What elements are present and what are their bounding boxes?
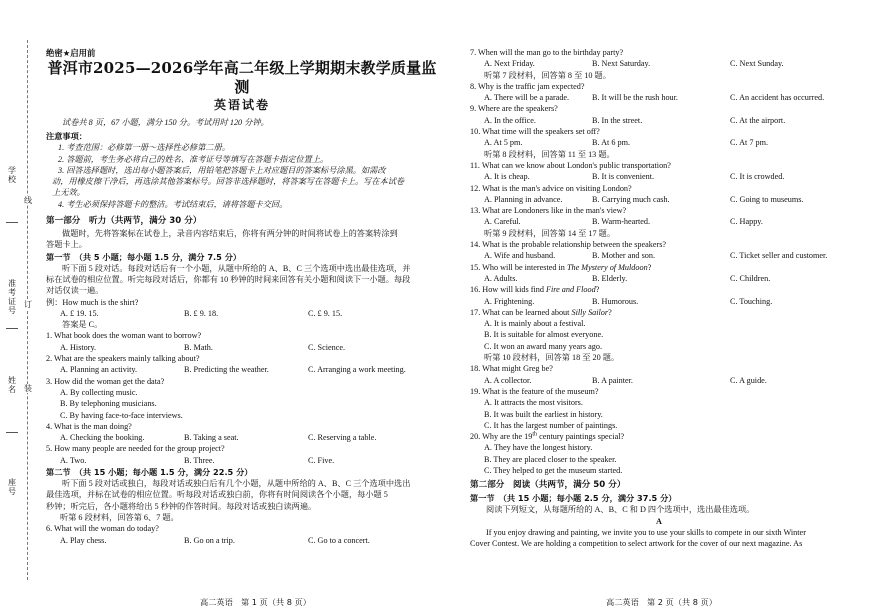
option: C. A guide. bbox=[730, 375, 767, 385]
option: A. It is cheap. bbox=[484, 172, 530, 182]
section1-directions: 标在试卷的相应位置。听完每段对话后，你都有 10 秒钟的时间来回答有关小题和阅读下一小题。每段 bbox=[46, 274, 411, 284]
question-stem: 4. What is the man doing? bbox=[46, 421, 132, 431]
question-options bbox=[470, 375, 848, 386]
name-label: 姓 名 bbox=[8, 376, 16, 394]
option: C. At 7 pm. bbox=[730, 138, 768, 148]
option: A. £ 19. 15. bbox=[60, 308, 99, 318]
option: A. History. bbox=[60, 342, 97, 352]
notice-item: 2. 答题前，考生务必将自己的姓名、准考证号等填写在答题卡指定位置上。 bbox=[58, 154, 329, 164]
question-stem: 18. What might Greg be? bbox=[470, 364, 553, 374]
option: B. Elderly. bbox=[592, 273, 628, 283]
option: A. There will be a parade. bbox=[484, 93, 570, 103]
question-options bbox=[46, 364, 438, 375]
question-stem: 12. What is the man's advice on visiting London? bbox=[470, 183, 632, 193]
option: B. Three. bbox=[184, 455, 215, 465]
option: A. Adults. bbox=[484, 273, 518, 283]
section2-directions: 秒钟；听完后，各小题将给出 5 秒钟的作答时间。每段对话或独白读两遍。 bbox=[46, 501, 317, 511]
page-1 bbox=[46, 47, 438, 546]
question-stem: 2. What are the speakers mainly talking about? bbox=[46, 354, 200, 364]
option: B. It will be the rush hour. bbox=[592, 93, 678, 103]
question-options bbox=[470, 273, 848, 284]
exam-title: 普洱市2025—2026学年高二年级上学期期末教学质量监测 bbox=[47, 59, 437, 96]
option: B. By telephoning musicians. bbox=[60, 399, 157, 409]
option: C. Go to a concert. bbox=[308, 535, 370, 545]
option: B. In the street. bbox=[592, 115, 643, 125]
option: C. Reserving a table. bbox=[308, 433, 377, 443]
question-options bbox=[470, 250, 848, 261]
question-options bbox=[470, 58, 848, 69]
name-line bbox=[6, 432, 18, 433]
question-options bbox=[46, 342, 438, 353]
cut-mark-bind: 订 bbox=[24, 300, 32, 309]
notice-item: 1. 考查范围：必修第一册～选择性必修第二册。 bbox=[58, 143, 230, 153]
option: A. It attracts the most visitors. bbox=[484, 398, 583, 408]
admission-line bbox=[6, 328, 18, 329]
question-options bbox=[470, 171, 848, 182]
option: C. Happy. bbox=[730, 217, 763, 227]
listen-instruction: 听第 6 段材料，回答第 6、7 题。 bbox=[60, 512, 179, 522]
cut-mark-line: 线 bbox=[24, 196, 32, 205]
option: B. Predicting the weather. bbox=[184, 365, 269, 375]
option: B. Next Saturday. bbox=[592, 59, 651, 69]
section1-heading: 第一节 （共 5 小题；每小题 1.5 分，满分 7.5 分） bbox=[46, 251, 242, 262]
page-footer-left: 高二英语 第 1 页（共 8 页） bbox=[200, 597, 311, 607]
option: A. They have the longest history. bbox=[484, 443, 593, 453]
question-options bbox=[470, 216, 848, 227]
option: A. Checking the booking. bbox=[60, 433, 145, 443]
school-line bbox=[6, 222, 18, 223]
option: C. It is crowded. bbox=[730, 172, 785, 182]
notice-item: 3. 回答选择题时，选出每小题答案后，用铅笔把答题卡上对应题目的答案标号涂黑。如需改 bbox=[58, 165, 386, 175]
question-stem: 7. When will the man go to the birthday party? bbox=[470, 48, 624, 57]
option: A. Next Friday. bbox=[484, 59, 535, 69]
question-stem: 16. How will kids find Fire and Flood? bbox=[470, 285, 600, 295]
question-stem: 1. What book does the woman want to borrow? bbox=[46, 331, 202, 341]
option: B. A painter. bbox=[592, 375, 633, 385]
option: B. Mother and son. bbox=[592, 251, 655, 261]
option: A. Wife and husband. bbox=[484, 251, 556, 261]
passage-text: Cover Contest. We are holding a competition to select artwork for the cover of our next magazine. As bbox=[470, 539, 803, 549]
question-options bbox=[46, 455, 438, 466]
listen-instruction: 听第 10 段材料，回答第 18 至 20 题。 bbox=[484, 353, 620, 363]
school-label: 学 校 bbox=[8, 166, 16, 184]
option: B. Math. bbox=[184, 342, 213, 352]
question-stem: 13. What are Londoners like in the man's view? bbox=[470, 206, 627, 216]
question-stem: 19. What is the feature of the museum? bbox=[470, 386, 599, 396]
question-options bbox=[46, 535, 438, 546]
question-stem: 10. What time will the speakers set off? bbox=[470, 127, 600, 137]
question-stem: 15. Who will be interested in The Mystery of Muldoon? bbox=[470, 262, 652, 272]
binding-dashed-line bbox=[27, 40, 28, 580]
option: A. It is mainly about a festival. bbox=[484, 319, 586, 329]
question-options bbox=[470, 194, 848, 205]
option: B. Go on a trip. bbox=[184, 535, 235, 545]
notice-item: 4. 考生必须保持答题卡的整洁。考试结束后，请将答题卡交回。 bbox=[58, 199, 288, 209]
option: B. Carrying much cash. bbox=[592, 194, 670, 204]
passage-text: If you enjoy drawing and painting, we invite you to use your skills to compete in our sixth Winter bbox=[486, 527, 806, 537]
listen-instruction: 听第 8 段材料，回答第 11 至 13 题。 bbox=[484, 149, 615, 159]
question-options bbox=[46, 432, 438, 443]
notice-heading: 注意事项： bbox=[46, 131, 87, 142]
option: C. They helped to get the museum started. bbox=[484, 465, 623, 475]
option: C. At the airport. bbox=[730, 115, 786, 125]
section1-directions: 对话仅读一遍。 bbox=[46, 286, 104, 296]
section2-heading: 第二节 （共 15 小题；每小题 1.5 分，满分 22.5 分） bbox=[46, 467, 253, 478]
question-stem: 11. What can we know about London's public transportation? bbox=[470, 160, 671, 170]
reading-directions: 阅读下列短文，从每题所给的 A、B、C 和 D 四个选项中，选出最佳选项。 bbox=[486, 505, 755, 515]
option: A. Planning an activity. bbox=[60, 365, 138, 375]
option: B. It is convenient. bbox=[592, 172, 655, 182]
book-title: The Mystery of Muldoon bbox=[566, 262, 648, 272]
binding-margin bbox=[0, 0, 30, 615]
option: B. Taking a seat. bbox=[184, 433, 239, 443]
question-options bbox=[470, 137, 848, 148]
option: B. Warm-hearted. bbox=[592, 217, 651, 227]
passage-label: A bbox=[656, 516, 662, 526]
question-stem: 17. What can be learned about Silly Sailor? bbox=[470, 307, 612, 317]
exam-subtitle: 英语试卷 bbox=[213, 98, 270, 112]
option: A. Careful. bbox=[484, 217, 521, 227]
part1-intro: 答题卡上。 bbox=[46, 240, 87, 250]
option: B. It is suitable for almost everyone. bbox=[484, 330, 604, 340]
example-answer: 答案是 C。 bbox=[62, 320, 103, 330]
book-title: Fire and Flood bbox=[545, 285, 596, 295]
option: C. £ 9. 15. bbox=[308, 308, 343, 318]
exam-meta: 试卷共 8 页，67 小题，满分 150 分。考试用时 120 分钟。 bbox=[62, 118, 269, 127]
notice-item: 动，用橡皮擦干净后，再选涂其他答案标号。回答非选择题时，将答案写在答题卡上。写在本试卷 bbox=[52, 177, 405, 187]
book-title: Silly Sailor bbox=[571, 307, 609, 317]
question-options bbox=[470, 92, 848, 103]
option: A. In the office. bbox=[484, 115, 536, 125]
question-stem: 3. How did the woman get the data? bbox=[46, 376, 165, 386]
option: C. An accident has occurred. bbox=[730, 93, 825, 103]
option: A. Planning in advance. bbox=[484, 194, 563, 204]
secret-mark: 绝密★启用前 bbox=[46, 48, 96, 58]
reading-section1-heading: 第一节 （共 15 小题；每小题 2.5 分，满分 37.5 分） bbox=[470, 493, 677, 504]
option: B. Humorous. bbox=[592, 296, 639, 306]
example-question: 例：How much is the shirt? bbox=[46, 297, 139, 307]
question-stem: 5. How many people are needed for the group project? bbox=[46, 444, 225, 454]
option: B. At 6 pm. bbox=[592, 138, 630, 148]
part2-heading: 第二部分 阅读（共两节，满分 50 分） bbox=[470, 480, 626, 491]
page-footer-right: 高二英语 第 2 页（共 8 页） bbox=[606, 597, 717, 607]
question-options bbox=[470, 115, 848, 126]
option: A. Frightening. bbox=[484, 296, 535, 306]
part1-intro: 做题时，先将答案标在试卷上，录音内容结束后，你将有两分钟的时间将试卷上的答案转涂到 bbox=[62, 229, 398, 239]
option: A. Two. bbox=[60, 455, 87, 465]
question-stem: 6. What will the woman do today? bbox=[46, 524, 159, 534]
admission-label: 准 考 证 号 bbox=[8, 279, 16, 315]
section2-directions: 听下面 5 段对话或独白，每段对话或独白后有几个小题，从题中所给的 A、B、C 三个选项中选出 bbox=[62, 479, 411, 489]
question-stem: 8. Why is the traffic jam expected? bbox=[470, 81, 585, 91]
section1-directions: 听下面 5 段对话。每段对话后有一个小题，从题中所给的 A、B、C 三个选项中选出最佳选项，并 bbox=[62, 263, 411, 273]
option: C. Next Sunday. bbox=[730, 59, 784, 69]
option: A. A collector. bbox=[484, 375, 532, 385]
option: C. Going to museums. bbox=[730, 194, 804, 204]
option: C. Five. bbox=[308, 455, 335, 465]
cut-mark-install: 装 bbox=[24, 384, 32, 393]
seat-label: 座 号 bbox=[8, 478, 16, 496]
question-options bbox=[470, 296, 848, 307]
option: C. Science. bbox=[308, 342, 346, 352]
option: B. £ 9. 18. bbox=[184, 308, 219, 318]
listen-instruction: 听第 7 段材料，回答第 8 至 10 题。 bbox=[484, 70, 611, 80]
question-stem: 14. What is the probable relationship between the speakers? bbox=[470, 240, 667, 250]
example-options bbox=[46, 308, 438, 319]
option: A. By collecting music. bbox=[60, 387, 138, 397]
option: A. At 5 pm. bbox=[484, 138, 523, 148]
option: C. Ticket seller and customer. bbox=[730, 251, 828, 261]
option: B. They are placed closer to the speaker. bbox=[484, 454, 617, 464]
option: C. It has the largest number of paintings. bbox=[484, 420, 618, 430]
option: C. Arranging a work meeting. bbox=[308, 365, 406, 375]
listen-instruction: 听第 9 段材料，回答第 14 至 17 题。 bbox=[484, 228, 616, 238]
section2-directions: 最佳选项，并标在试卷的相应位置。听每段对话或独白前，你将有时间阅读各个小题，每小题 5 bbox=[46, 490, 388, 500]
option: B. It was built the earliest in history. bbox=[484, 409, 603, 419]
notice-item: 上无效。 bbox=[52, 188, 85, 198]
question-stem: 20. Why are the 19th century paintings special? bbox=[470, 431, 625, 442]
option: C. It won an award many years ago. bbox=[484, 341, 602, 351]
question-stem: 9. Where are the speakers? bbox=[470, 104, 558, 114]
part1-heading: 第一部分 听力（共两节，满分 30 分） bbox=[46, 216, 202, 227]
page-2 bbox=[470, 47, 848, 549]
option: C. Touching. bbox=[730, 296, 773, 306]
option: C. By having face-to-face interviews. bbox=[60, 410, 183, 420]
option: C. Children. bbox=[730, 273, 771, 283]
option: A. Play chess. bbox=[60, 535, 107, 545]
